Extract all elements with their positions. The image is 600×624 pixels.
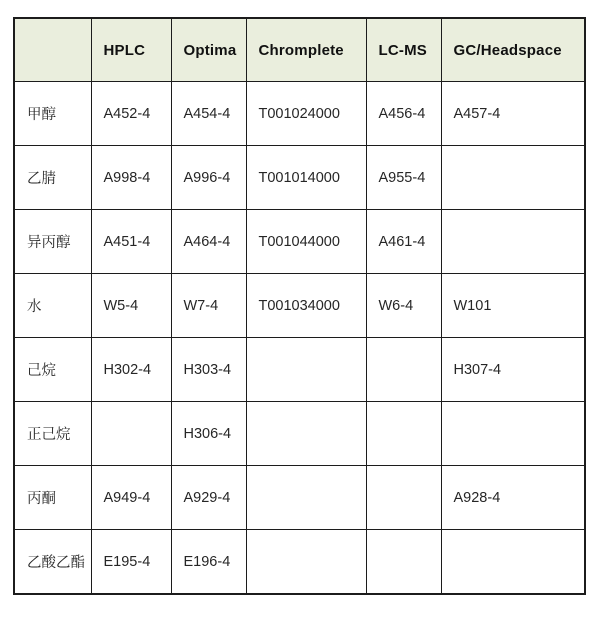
table-row bbox=[14, 82, 585, 146]
table-cell: A998-4 bbox=[91, 146, 171, 210]
table-cell bbox=[246, 338, 366, 402]
table-cell bbox=[441, 530, 585, 595]
table-cell: A451-4 bbox=[91, 210, 171, 274]
row-label: 水 bbox=[14, 274, 91, 338]
row-label: 正己烷 bbox=[14, 402, 91, 466]
table-cell: T001014000 bbox=[246, 146, 366, 210]
table-body bbox=[14, 82, 585, 595]
table-cell: A457-4 bbox=[441, 82, 585, 146]
table-row bbox=[14, 402, 585, 466]
table-cell: A955-4 bbox=[366, 146, 441, 210]
table-cell bbox=[366, 530, 441, 595]
table-cell bbox=[366, 338, 441, 402]
table-cell: H306-4 bbox=[171, 402, 246, 466]
row-label: 异丙醇 bbox=[14, 210, 91, 274]
table-cell: E195-4 bbox=[91, 530, 171, 595]
table-cell bbox=[441, 402, 585, 466]
row-label: 丙酮 bbox=[14, 466, 91, 530]
header-cell-gcheadspace: GC/Headspace bbox=[441, 18, 585, 82]
table-row bbox=[14, 146, 585, 210]
table-cell bbox=[246, 530, 366, 595]
table-cell bbox=[366, 402, 441, 466]
table-cell: W101 bbox=[441, 274, 585, 338]
table-cell: A996-4 bbox=[171, 146, 246, 210]
table-cell: A454-4 bbox=[171, 82, 246, 146]
table-cell: W7-4 bbox=[171, 274, 246, 338]
table-cell: A949-4 bbox=[91, 466, 171, 530]
table-cell: T001034000 bbox=[246, 274, 366, 338]
table-cell bbox=[246, 466, 366, 530]
table-cell bbox=[441, 210, 585, 274]
solvent-product-code-table bbox=[13, 17, 586, 595]
table-cell bbox=[366, 466, 441, 530]
header-cell-blank bbox=[14, 18, 91, 82]
table-cell: A929-4 bbox=[171, 466, 246, 530]
table-cell: A456-4 bbox=[366, 82, 441, 146]
table-cell: T001044000 bbox=[246, 210, 366, 274]
table-row bbox=[14, 210, 585, 274]
table-cell: H303-4 bbox=[171, 338, 246, 402]
row-label: 甲醇 bbox=[14, 82, 91, 146]
table-row bbox=[14, 274, 585, 338]
table-cell bbox=[441, 146, 585, 210]
row-label: 乙腈 bbox=[14, 146, 91, 210]
table-cell: H302-4 bbox=[91, 338, 171, 402]
row-label: 己烷 bbox=[14, 338, 91, 402]
table-cell: A461-4 bbox=[366, 210, 441, 274]
header-cell-chromplete: Chromplete bbox=[246, 18, 366, 82]
table-cell: T001024000 bbox=[246, 82, 366, 146]
table-cell: E196-4 bbox=[171, 530, 246, 595]
table-cell: A928-4 bbox=[441, 466, 585, 530]
table-cell: A452-4 bbox=[91, 82, 171, 146]
table-cell: W5-4 bbox=[91, 274, 171, 338]
header-cell-lcms: LC-MS bbox=[366, 18, 441, 82]
header-cell-hplc: HPLC bbox=[91, 18, 171, 82]
table-row bbox=[14, 466, 585, 530]
table-cell: A464-4 bbox=[171, 210, 246, 274]
table-cell bbox=[246, 402, 366, 466]
table-row bbox=[14, 530, 585, 595]
table-cell: H307-4 bbox=[441, 338, 585, 402]
table-header-row bbox=[14, 18, 585, 82]
table-cell: W6-4 bbox=[366, 274, 441, 338]
header-cell-optima: Optima bbox=[171, 18, 246, 82]
table-row bbox=[14, 338, 585, 402]
table-header bbox=[14, 18, 585, 82]
row-label: 乙酸乙酯 bbox=[14, 530, 91, 595]
table-cell bbox=[91, 402, 171, 466]
